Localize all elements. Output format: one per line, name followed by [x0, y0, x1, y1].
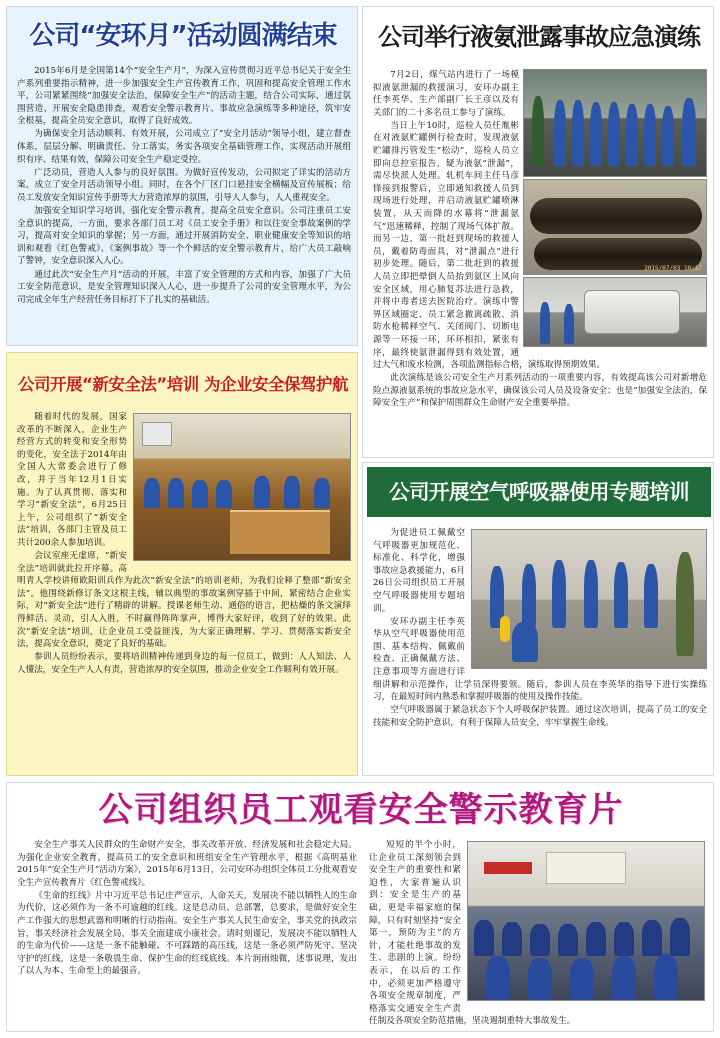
headline-film: 公司组织员工观看安全警示教育片 — [98, 790, 624, 830]
air-tank-shape — [500, 616, 510, 642]
paragraph: 广泛动员，营造人人参与的良好氛围。为做好宣传发动，公司拟定了详实的活动方案，成立了安全月活动领导小组。同时，在各个厂区门口悬挂安全横幅及宣传展板；给员工发放安全知识宣传手册等大力营造浓厚的氛围，引导人人参与，人人重视安全。 — [17, 167, 351, 203]
headline-respirator: 公司开展空气呼吸器使用专题培训 — [367, 467, 711, 517]
headline-law: 公司开展“新安全法”培训 为企业安全保驾护航 — [18, 375, 348, 394]
headline-drill: 公司举行液氨泄露事故应急演练 — [378, 23, 700, 51]
attendee-figure — [474, 920, 494, 956]
paragraph: 为促进员工佩戴空气呼吸器更加规范化、标准化、科学化，增强事故应急救援能力，6月26日公司组织员工开展空气呼吸器使用专题培训。 — [373, 528, 465, 614]
body-film-left — [17, 839, 357, 979]
attendee-figure — [558, 924, 578, 956]
paragraph: 空气呼吸器属于紧急状态下个人呼吸保护装置。通过这次培训，提高了员工的安全技能和安全防护意识，有利于保障人员安全，牢牢掌握生命线。 — [373, 705, 707, 728]
paragraph: 为确保安全月活动顺利、有效开展，公司成立了“安全月活动”领导小组，建立督查体系，层层分解、明确责任、分工落实，务实各项安全基础管理工作，实现活动开展组织有序、结果有效，保障公司安全生产稳定受控。 — [17, 129, 351, 165]
article-anhuan — [6, 6, 358, 346]
body-film-right — [369, 839, 705, 1028]
attendee-figure — [216, 480, 232, 508]
attendee-figure — [144, 478, 160, 508]
paragraph: 短短的半个小时，让企业员工深刻领会到安全生产的重要性和紧迫性，大家普遍认识到：安全是生产的基础，更是幸福家庭的保障，只有时刻坚持“安全第一，预防为主”的方针，才能杜绝事故的发生、悲剧的上演。纷纷表示，在以后的工作中，必须更加严格遵守各项安全规章制度，严格落实交通安全生产责任制及各项安全防范措施，坚决遏制重特大事故发生。 — [369, 840, 576, 1027]
instructor-figure — [676, 552, 694, 656]
attendee-figure — [670, 918, 690, 956]
attendee-figure — [168, 478, 184, 508]
screen-shape — [142, 422, 172, 446]
attendee-figure — [528, 958, 552, 1000]
paragraph: 会议室座无虚席，“新安全法”培训就此拉开序幕。高明青人学校讲师欧阳训兵作为此次“新安全法”的培训老师，为我们诠释了整部“新安全法”。他围绕新修订条文这根主线，辅以典型的事故案例穿插于中间，紧密结合企业实际，对“新安全法”进行了精辟的讲解。授课老师生动、通俗的语言，把枯燥的条文演绎得鲜活、灵动，引人入胜，不时赢得阵阵掌声，博得大家好评，收到了好的效果。此次“新安全法”培训，让企业员工受益匪浅，为大家正确理解、学习、贯彻落实新安全法，提高安全意识，奠定了良好的基础。 — [17, 551, 351, 650]
paragraph: 7月2日，煤气站内进行了一场模拟液氨泄漏的救援演习，安环办副主任李英华、生产部副厂长王彦以及有关部门的二十多名员工参与了演练。 — [373, 70, 519, 118]
attendee-figure — [642, 920, 662, 956]
trainee-figure — [522, 564, 536, 628]
attendee-figure — [570, 958, 594, 1000]
paragraph: 通过此次“安全生产月”活动的开展，丰富了安全管理的方式和内容，加强了广大员工安全防范意识，是安全管理知识深入人心，进一步提升了公司的安全管理水平，为公司完成全年生产经营任务目标打下了扎实的基础活。 — [17, 269, 351, 305]
attendee-figure — [502, 922, 522, 956]
attendee-figure — [654, 954, 678, 1000]
attendee-figure — [586, 922, 606, 956]
attendee-figure — [614, 922, 634, 956]
article-respirator — [362, 462, 714, 776]
paragraph: 参训人员纷纷表示，要将培训精神传递到身边的每一位员工，做到：人人知法、人人懂法，安全生产人人有责，营造浓厚的安全氛围，推动企业安全工作顺利有效开展。 — [17, 652, 351, 675]
banner-shape — [484, 862, 532, 874]
body-respirator — [373, 527, 707, 730]
attendee-figure — [612, 956, 636, 1000]
attendee-figure — [284, 476, 300, 508]
headline-anhuan: 公司“安环月”活动圆满结束 — [29, 21, 337, 51]
photo-film-viewing — [467, 841, 705, 1001]
paragraph: 随着时代的发展，国家改革的不断深入，企业生产经营方式的转变和安全形势的变化，安全法于2014年由全国人大常委会进行了修改，并于当年12月1日实施。为了认真贯彻、落实和学习“新安全法”，6月25日上午，公司组织了“新安全法”培训，各部门主管及员工共计200余人参加培训。 — [17, 412, 127, 548]
table-shape — [230, 510, 330, 554]
body-drill — [373, 69, 707, 411]
paragraph: 安环办副主任李英华从空气呼吸器使用范围、基本结构、佩戴前检查、正确佩戴方法、注意事项等方面进行详细讲解和示范操作，让学员深得要领。随后，参训人员在李英华的指导下进行实操练习，在最短时间内熟悉和掌握呼吸器的使用及操作技能。 — [373, 616, 707, 703]
trainee-figure — [584, 560, 598, 628]
article-film — [6, 782, 714, 1032]
trainee-figure — [644, 564, 658, 628]
attendee-figure — [254, 476, 270, 508]
trainee-figure — [552, 560, 566, 628]
attendee-figure — [486, 956, 510, 1000]
paragraph: 安全生产事关人民群众的生命财产安全，事关改革开放、经济发展和社会稳定大局。为强化企业安全教育，提高员工的安全意识和班组安全生产管理水平，根据《高明基业2015年“安全生产月”活动方案》，2015年6月13日，公司安环办组织全体员工分批观看安全生产宣传教育片《红色警戒线》。 — [17, 840, 357, 888]
trainee-figure — [614, 562, 628, 628]
photo-respirator-training — [471, 529, 707, 669]
paragraph: 《生命的红线》片中习近平总书记庄严宣示，人命关天，发展决不能以牺牲人的生命为代价，这必须作为一条不可逾越的红线。这是总动员、总部署，总要求，是做好安全生产工作强大的思想武器和明晰的行动指南。安全生产事关人民生命安全，事关党的执政宗旨，事关经济社会发展全局，事关全面建成小康社会。请时刻谨记，发展决不能以牺牲人的生命为代价——这是一条不能触碰、不可踩踏的高压线，这是一条必须严防死守、坚决守护的红线，这是一条敬畏生命、保护生命的红线底线。本片润雨烛微，述事说理，发出了以人为本、生命至上的最强音。 — [17, 890, 357, 977]
screen-shape — [546, 852, 626, 884]
attendee-figure — [314, 478, 330, 508]
body-anhuan — [17, 65, 351, 307]
paragraph: 当日上午10时，巡检人员任胤彬在对液氨贮罐例行检查时，发现液氨贮罐排污管发生“松动”，巡检人员立即向总控室报告，疑为液氨“泄漏”，需尽快派人处理。轧机车间主任马彦锋接到报警后，立即通知救援人员到现场进行处理，并启动液氨贮罐喷淋装置，从天而降的水幕将“泄漏氨气”迅速稀释，控制了现场气体扩散。而另一边，第一批赶到现场的救援人员，戴着防毒面具，对“泄漏点”进行初步处理。随后，第二批赶到的救援人员立即把晕倒人员抬到氨区上风向安全区域，用心肺复苏法进行急救，并将中毒者送去医院治疗。演练中警界区域圈定、员工紧急撤离疏散、消防水枪稀释空气、关闭阀门、切断电源等一环接一环，环环相扣，紧张有序，最终使氨泄漏得到有效处置，通过大气和废水检测，各项监测指标合格，演练取得预期效果。 — [373, 120, 606, 371]
paragraph: 2015年6月是全国第14个“安全生产月”，为深入宣传贯彻习近平总书记关于安全生产系列重要指示精神，进一步加强安全生产宣传教育工作，巩固和提高安全管理工作水平，公司紧紧围绕“加强安全法治，保障安全生产”的活动主题，结合公司实际，通过氛围营造、开展安全隐患排查，观看安全警示教育片、事故应急演练等多种途径，筑牢安全根基，提高全员安全意识，取得了良好成效。 — [17, 66, 351, 127]
attendee-figure — [192, 480, 208, 508]
paragraph: 加强安全知识学习培训，强化安全警示教育，提高全员安全意识。公司注重员工安全意识的提高，一方面，要求各部门员工对《员工安全手册》和以往安全事故案例的学习，提高对安全知识的掌握；另一方面，通过开展消防安全、职业健康安全等知识的培训和观看《红色警戒》、《案例事故》等一个个鲜活的安全警示教育片，给广大员工敲响了警钟，安全意识深入人心。 — [17, 206, 351, 267]
trainee-figure — [512, 622, 538, 662]
photo-timestamp: 2015/07/03 10:17 — [644, 265, 702, 272]
attendee-figure — [530, 924, 550, 956]
article-drill — [362, 6, 714, 458]
article-law — [6, 352, 358, 776]
body-law — [17, 411, 351, 677]
photo-law-training — [133, 413, 351, 561]
paragraph: 此次演练是该公司安全生产月系列活动的一项重要内容，有效提高该公司对新增危险点源液氨系统的事故应急水平，确保该公司人员及设备安全；也是“加强安全法治，保障安全生产”和保护周围群众生命财产安全重要举措。 — [373, 373, 707, 409]
